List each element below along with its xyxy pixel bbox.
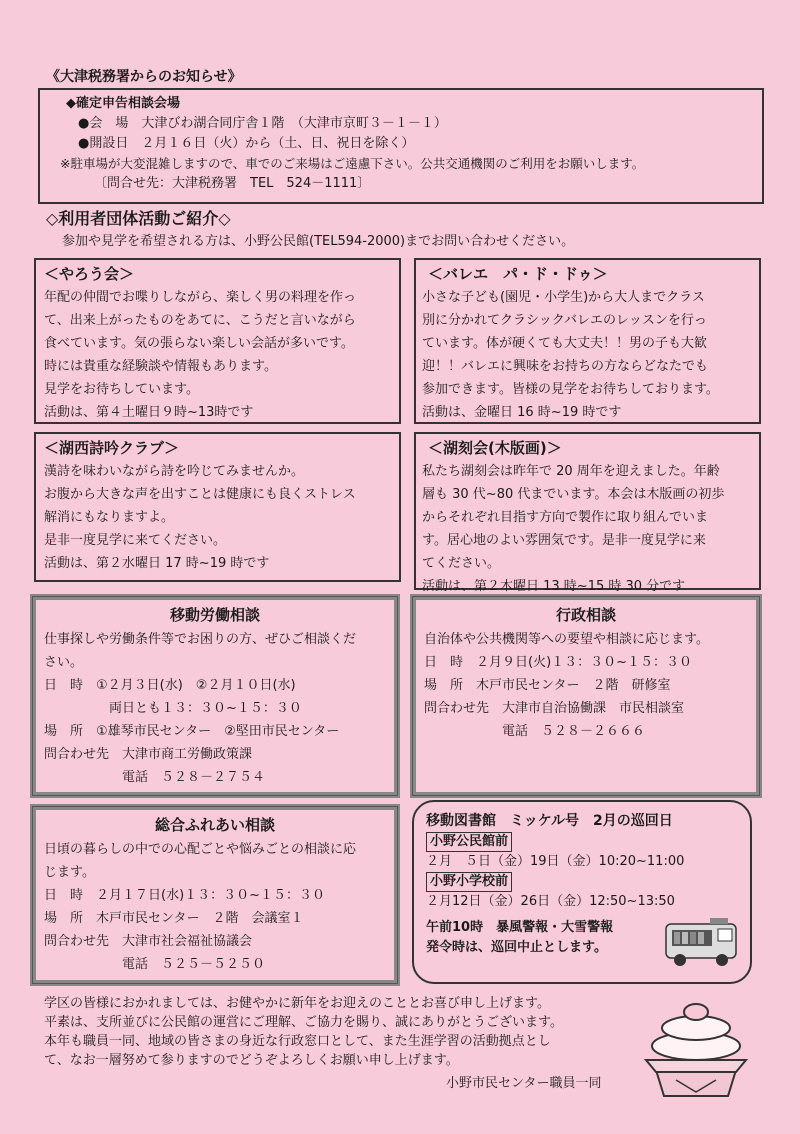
tax-heading: 《大津税務署からのお知らせ》 <box>46 69 242 85</box>
labor-line: 日 時 ①２月３日(水) ②２月１０日(水) <box>44 678 296 693</box>
kokoku-line: 層も 30 代~80 代までいます。本会は木版画の初歩 <box>422 487 725 502</box>
labor-line: 問合わせ先 大津市商工労働政策課 <box>44 747 253 762</box>
groups-heading: ◇利用者団体活動ご紹介◇ <box>46 209 231 228</box>
kokoku-box <box>414 432 761 594</box>
ballet-line: 小さな子ども(園児・小学生)から大人までクラス <box>422 290 705 305</box>
greeting <box>44 994 563 1070</box>
welfare-title: 総合ふれあい相談 <box>154 816 275 834</box>
welfare-line: 電話 ５２５－５２５０ <box>44 957 266 972</box>
admin-line: 電話 ５２８－２６６６ <box>424 724 646 739</box>
yarou-line: 年配の仲間でお喋りしながら、楽しく男の料理を作っ <box>44 290 357 305</box>
shigin-box <box>34 432 401 582</box>
labor-box <box>30 594 400 798</box>
kagami-mochi-icon <box>636 1000 756 1100</box>
yarou-line: 見学をお待ちしています。 <box>44 382 199 397</box>
greeting-line: 学区の皆様におかれましては、お健やかに新年をお迎えのこととお喜び申し上げます。 <box>44 996 550 1011</box>
ballet-title: ＜バレエ パ・ド・ドゥ＞ <box>428 265 608 283</box>
library-warning-2: 発令時は、巡回中止とします。 <box>426 940 607 955</box>
library-title: 移動図書館 ミッケル号 2月の巡回日 <box>426 813 673 829</box>
kokoku-line: 私たち湖刻会は昨年で 20 周年を迎えました。年齢 <box>422 464 720 479</box>
labor-line: 電話 ５２８－２７５４ <box>44 770 266 785</box>
tax-contact: 〔問合せ先：大津税務署 TEL 524－1111〕 <box>94 176 371 191</box>
yarou-line: て、出来上がったものをあてに、こうだと言いながら <box>44 313 356 328</box>
labor-line: 場 所 ①雄琴市民センター ②堅田市民センター <box>44 724 340 739</box>
welfare-line: じます。 <box>44 865 95 880</box>
groups-intro: 参加や見学を希望される方は、小野公民館(TEL594-2000)までお問い合わせください。 <box>62 234 575 249</box>
library-stop-1-times: ２月 ５日（金）19日（金）10:20~11:00 <box>426 854 685 869</box>
tax-notice-box <box>38 88 764 204</box>
yarou-line: 活動は、第４土曜日９時~13時です <box>44 405 254 420</box>
library-box <box>412 800 752 984</box>
ballet-line: 参加できます。皆様の見学をお待ちしております。 <box>422 382 719 397</box>
kokoku-line: からそれぞれ目指す方向で製作に取り組んでいま <box>422 510 709 525</box>
library-stop-1: 小野公民館前 <box>426 832 512 852</box>
shigin-title: ＜湖西詩吟クラブ＞ <box>44 439 180 457</box>
admin-line: 自治体や公共機関等への要望や相談に応じます。 <box>424 632 709 647</box>
kokoku-line: 活動は、第２木曜日 13 時~15 時 30 分です <box>422 579 686 594</box>
signature: 小野市民センター職員一同 <box>446 1076 602 1091</box>
ballet-line: 別に分かれてクラシックバレエのレッスンを行っ <box>422 313 707 328</box>
shigin-line: お腹から大きな声を出すことは健康にも良くストレス <box>44 487 356 502</box>
shigin-line: 漢詩を味わいながら詩を吟じてみませんか。 <box>44 464 305 479</box>
kokoku-title: ＜湖刻会(木版画)＞ <box>428 439 562 457</box>
tax-sub: ◆確定申告相談会場 <box>66 96 180 111</box>
kokoku-line: す。居心地のよい雰囲気です。是非一度見学に来 <box>422 533 706 548</box>
welfare-line: 問合わせ先 大津市社会福祉協議会 <box>44 934 253 949</box>
welfare-box <box>30 804 400 986</box>
labor-line: 両日とも１３：３０~１５：３０ <box>44 701 302 716</box>
admin-line: 日 時 ２月９日(火)１３：３０~１５：３０ <box>424 655 693 670</box>
welfare-line: 日 時 ２月１７日(水)１３：３０~１５：３０ <box>44 888 326 903</box>
labor-line: さい。 <box>44 655 84 670</box>
yarou-title: ＜やろう会＞ <box>44 265 135 283</box>
ballet-line: ています。体が硬くても大丈夫！！男の子も大歓 <box>422 336 707 351</box>
tax-venue: ●会 場 大津びわ湖合同庁舎１階 （大津市京町３－１－１） <box>78 116 447 131</box>
welfare-line: 日頃の暮らしの中での心配ごとや悩みごとの相談に応 <box>44 842 357 857</box>
library-stop-2: 小野小学校前 <box>426 872 512 892</box>
ballet-line: 活動は、金曜日 16 時~19 時です <box>422 405 622 420</box>
yarou-line: 食べています。気の張らない楽しい会話が多いです。 <box>44 336 354 351</box>
greeting-line: て、なお一層努めて参りますのでどうぞよろしくお願い申し上げます。 <box>44 1053 459 1068</box>
admin-line: 場 所 木戸市民センター ２階 研修室 <box>424 678 671 693</box>
library-stop-2-times: ２月12日（金）26日（金）12:50~13:50 <box>426 894 675 909</box>
library-warning-1: 午前10時 暴風警報・大雪警報 <box>426 920 614 935</box>
welfare-line: 場 所 木戸市民センター ２階 会議室１ <box>44 911 304 926</box>
shigin-line: 是非一度見学に来てください。 <box>44 533 227 548</box>
labor-line: 仕事探しや労働条件等でお困りの方、ぜひご相談くだ <box>44 632 357 647</box>
shigin-line: 解消にもなりますよ。 <box>44 510 175 525</box>
ballet-box <box>414 258 761 424</box>
tax-note: ※駐車場が大変混雑しますので、車でのご来場はご遠慮下さい。公共交通機関のご利用をお願いします。 <box>60 156 645 171</box>
admin-line: 問合わせ先 大津市自治協働課 市民相談室 <box>424 701 685 716</box>
greeting-line: 平素は、支所並びに公民館の運営にご理解、ご協力を賜り、誠にありがとうございます。 <box>44 1015 563 1030</box>
admin-title: 行政相談 <box>555 606 616 624</box>
yarou-line: 時には貴重な経験談や情報もあります。 <box>44 359 277 374</box>
kokoku-line: てください。 <box>422 556 501 571</box>
labor-title: 移動労働相談 <box>169 606 260 624</box>
shigin-line: 活動は、第２水曜日 17 時~19 時です <box>44 556 270 571</box>
ballet-line: 迎！！バレエに興味をお持ちの方ならどなたでも <box>422 359 709 374</box>
yarou-box <box>34 258 401 424</box>
greeting-line: 本年も職員一同、地域の皆さまの身近な行政窓口として、また生涯学習の活動拠点とし <box>44 1034 551 1049</box>
admin-box <box>410 594 762 798</box>
bookmobile-icon <box>662 916 742 970</box>
tax-dates: ●開設日 ２月１６日（火）から（土、日、祝日を除く） <box>78 136 415 151</box>
